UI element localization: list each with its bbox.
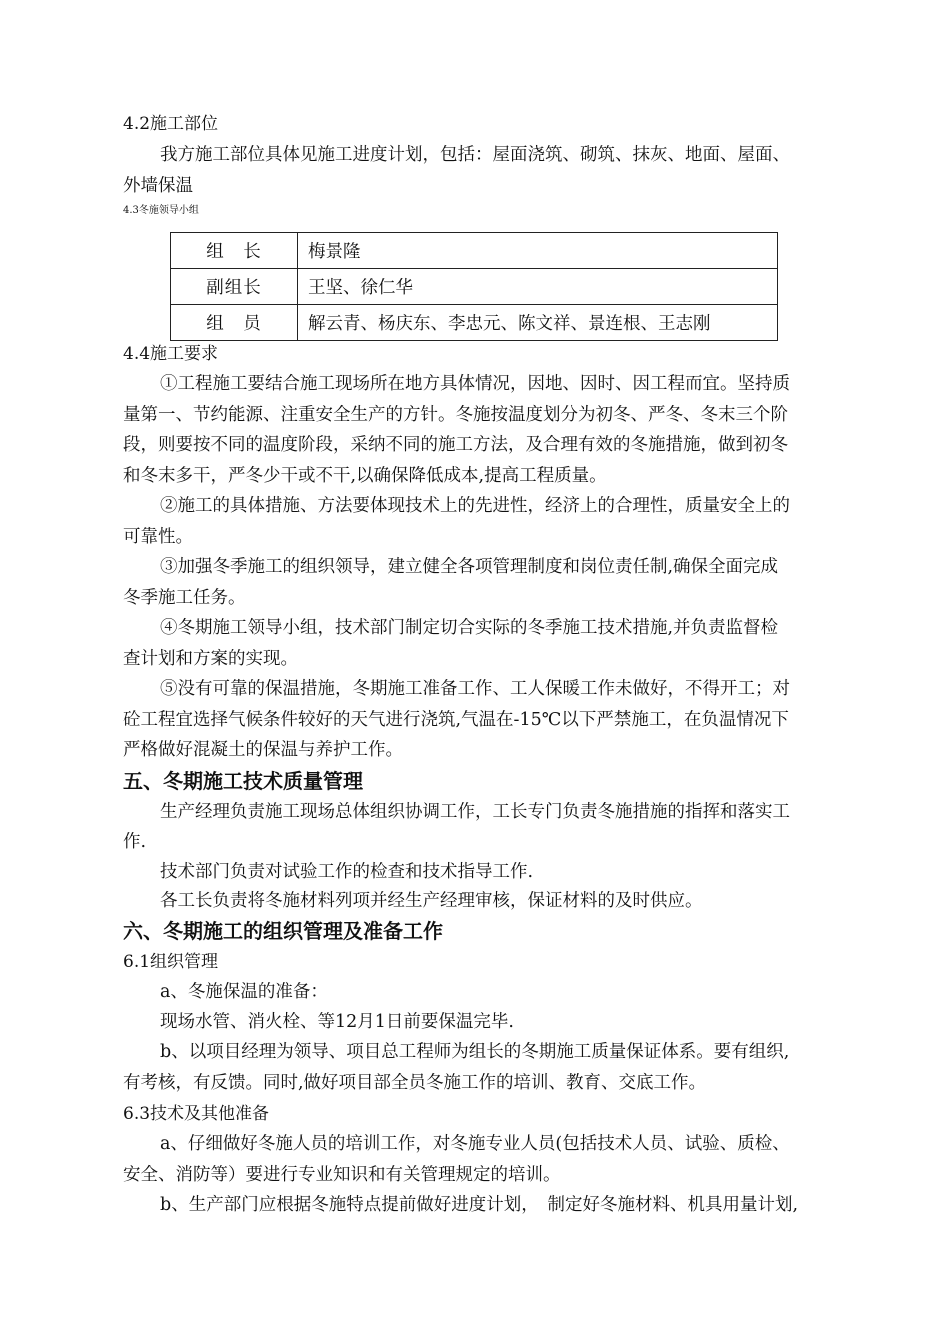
paragraph-line: 有考核，有反馈。同时,做好项目部全员冬施工作的培训、教育、交底工作。 [123, 1073, 707, 1093]
paragraph-line: 作. [123, 832, 147, 852]
paragraph-line: 生产经理负责施工现场总体组织协调工作，工长专门负责冬施措施的指挥和落实工 [160, 802, 790, 822]
paragraph-line: ④冬期施工领导小组，技术部门制定切合实际的冬季施工技术措施,并负责监督检 [160, 618, 779, 638]
section-4-4-heading: 4.4施工要求 [123, 344, 219, 364]
paragraph-line: 现场水管、消火栓、等12月1日前要保温完毕. [160, 1012, 514, 1032]
role-cell: 组 员 [171, 305, 298, 341]
paragraph-line: b、以项目经理为领导、项目总工程师为组长的冬期施工质量保证体系。要有组织, [160, 1042, 790, 1062]
leadership-table [170, 232, 778, 341]
paragraph-line: ②施工的具体措施、方法要体现技术上的先进性，经济上的合理性，质量安全上的 [160, 496, 790, 516]
names-cell: 王坚、徐仁华 [298, 269, 778, 305]
paragraph-line: 我方施工部位具体见施工进度计划，包括：屋面浇筑、砌筑、抹灰、地面、屋面、 [160, 145, 790, 165]
section-4-3-heading: 4.3冬施领导小组 [123, 205, 199, 216]
paragraph-line: 严格做好混凝土的保温与养护工作。 [123, 740, 403, 760]
paragraph-line: 和冬末多干，严冬少干或不干,以确保降低成本,提高工程质量。 [123, 466, 607, 486]
section-5-heading: 五、冬期施工技术质量管理 [123, 769, 363, 793]
paragraph-line: 外墙保温 [123, 176, 193, 196]
paragraph-line: 冬季施工任务。 [123, 588, 246, 608]
section-6-3-heading: 6.3技术及其他准备 [123, 1104, 270, 1124]
paragraph-line: 可靠性。 [123, 527, 193, 547]
section-6-heading: 六、冬期施工的组织管理及准备工作 [123, 919, 443, 943]
table-row [171, 233, 778, 269]
paragraph-line: ③加强冬季施工的组织领导，建立健全各项管理制度和岗位责任制,确保全面完成 [160, 557, 779, 577]
paragraph-line: 砼工程宜选择气候条件较好的天气进行浇筑,气温在-15℃以下严禁施工，在负温情况下 [123, 710, 789, 730]
paragraph-line: a、冬施保温的准备： [160, 982, 328, 1002]
names-cell: 解云青、杨庆东、李忠元、陈文祥、景连根、王志刚 [298, 305, 778, 341]
names-cell: 梅景隆 [298, 233, 778, 269]
paragraph-line: b、生产部门应根据冬施特点提前做好进度计划， 制定好冬施材料、机具用量计划, [160, 1195, 799, 1215]
paragraph-line: 查计划和方案的实现。 [123, 649, 298, 669]
paragraph-line: 段，则要按不同的温度阶段，采纳不同的施工方法，及合理有效的冬施措施，做到初冬 [123, 435, 788, 455]
table-row [171, 269, 778, 305]
paragraph-line: a、仔细做好冬施人员的培训工作，对冬施专业人员(包括技术人员、试验、质检、 [160, 1134, 790, 1154]
paragraph-line: ①工程施工要结合施工现场所在地方具体情况，因地、因时、因工程而宜。坚持质 [160, 374, 790, 394]
role-cell: 副组长 [171, 269, 298, 305]
table-row [171, 305, 778, 341]
section-4-2-heading: 4.2施工部位 [123, 114, 219, 134]
role-cell: 组 长 [171, 233, 298, 269]
paragraph-line: 各工长负责将冬施材料列项并经生产经理审核，保证材料的及时供应。 [160, 891, 703, 911]
paragraph-line: 量第一、节约能源、注重安全生产的方针。冬施按温度划分为初冬、严冬、冬末三个阶 [123, 405, 788, 425]
paragraph-line: 安全、消防等）要进行专业知识和有关管理规定的培训。 [123, 1165, 561, 1185]
paragraph-line: 技术部门负责对试验工作的检查和技术指导工作. [160, 862, 534, 882]
paragraph-line: ⑤没有可靠的保温措施，冬期施工准备工作、工人保暖工作未做好，不得开工；对 [160, 679, 790, 699]
section-6-1-heading: 6.1组织管理 [123, 952, 219, 972]
